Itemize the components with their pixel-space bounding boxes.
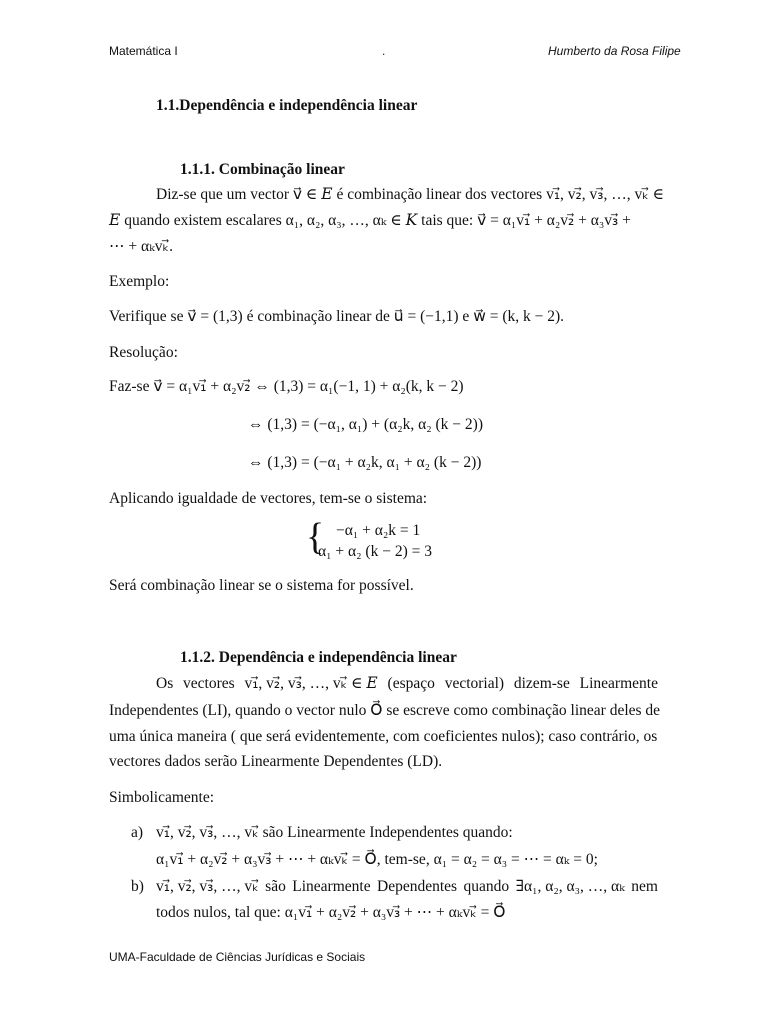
text: é combinação linear dos vectores xyxy=(332,186,547,203)
text: todos nulos, tal que: xyxy=(156,904,285,921)
text: é combinação linear de xyxy=(242,308,394,325)
text: são Linearmente Independentes quando: xyxy=(258,824,513,841)
resolution-step-1 xyxy=(109,378,464,397)
system-brace: { xyxy=(306,516,325,558)
text: vectorial) xyxy=(444,675,505,692)
text: dizem-se xyxy=(513,675,570,692)
text: vectores xyxy=(183,675,235,692)
item-a-line-1 xyxy=(156,824,513,843)
item-a-line-2 xyxy=(156,851,598,870)
item-b-line-2 xyxy=(156,904,505,923)
section-title-1-1: 1.1.Dependência e independência linear xyxy=(156,97,418,114)
text: e xyxy=(458,308,474,325)
math: α₁v₁⃗ + α₂v₂⃗ + α₃v₃⃗ + ⋯ + αₖvₖ⃗ = O⃗ xyxy=(284,904,506,921)
math: α₁ = α₂ = α₃ = ⋯ = αₖ = 0; xyxy=(433,851,598,868)
math: v₁⃗, v₂⃗, v₃⃗, …, vₖ⃗ ∈ 𝐸 xyxy=(244,675,378,692)
text: (espaço xyxy=(387,675,435,692)
system-intro: Aplicando igualdade de vectores, tem-se o sistema: xyxy=(109,490,428,507)
math: α₁v₁⃗ + α₂v₂⃗ + α₃v₃⃗ + ⋯ + αₖvₖ⃗ = O⃗ xyxy=(156,851,377,868)
conclusion: Será combinação linear se o sistema for possível. xyxy=(109,577,414,594)
footer-text: UMA-Faculdade de Ciências Jurídicas e Sociais xyxy=(109,950,366,964)
text: se escreve como combinação linear deles de xyxy=(382,702,661,719)
li-definition-line-1 xyxy=(156,675,658,694)
item-a-label: a) xyxy=(131,824,144,841)
math: v₁⃗, v₂⃗, v₃⃗, …, vₖ⃗ ∈ xyxy=(546,186,665,203)
text: Dependentes xyxy=(377,878,458,895)
text: Faz-se xyxy=(109,378,154,395)
math: 𝐸 xyxy=(109,212,121,229)
resolution-step-2: ⇔ (1,3) = (−α₁, α₁) + (α₂k, α₂ (k − 2)) xyxy=(248,416,483,433)
symbolic-label: Simbolicamente: xyxy=(109,789,215,806)
li-definition-line-3: uma única maneira ( que será evidentemente, com coeficientes nulos); caso contrário, os xyxy=(109,728,658,745)
text: nem xyxy=(631,878,658,895)
text: tais que: xyxy=(417,212,478,229)
system-equation-2: α₁ + α₂ (k − 2) = 3 xyxy=(318,543,432,560)
text: são xyxy=(265,878,286,895)
math: v⃗ = α₁v₁⃗ + α₂v₂⃗ ⇔ (1,3) = α₁(−1, 1) + α₂(k, k − 2) xyxy=(153,378,464,395)
math: v₁⃗, v₂⃗, v₃⃗, …, vₖ⃗ xyxy=(156,824,259,841)
definition-line-1 xyxy=(156,186,664,205)
math: v₁⃗, v₂⃗, v₃⃗, …, vₖ⃗ xyxy=(156,878,259,895)
li-definition-line-4: vectores dados serão Linearmente Dependentes (LD). xyxy=(109,753,443,770)
text: Independentes (LI), quando o vector nulo xyxy=(109,702,371,719)
text: Linearmente xyxy=(579,675,658,692)
definition-line-2 xyxy=(109,212,631,231)
math: v⃗ ∈ 𝐸 xyxy=(292,186,333,203)
text: Verifique se xyxy=(109,308,188,325)
section-title-1-1-1: 1.1.1. Combinação linear xyxy=(180,161,345,178)
text: , tem-se, xyxy=(376,851,434,868)
header-left: Matemática I xyxy=(109,44,178,58)
section-title-1-1-2: 1.1.2. Dependência e independência linear xyxy=(180,649,457,666)
math: ∃α₁, α₂, α₃, …, αₖ xyxy=(515,878,625,895)
item-b-label: b) xyxy=(131,878,144,895)
header-right: Humberto da Rosa Filipe xyxy=(548,44,681,58)
example-label: Exemplo: xyxy=(109,273,170,290)
math: u⃗ = (−1,1) xyxy=(393,308,459,325)
math: O⃗ xyxy=(370,702,383,719)
text: quando xyxy=(463,878,510,895)
text: Os xyxy=(156,675,174,692)
math: w⃗ = (k, k − 2). xyxy=(473,308,565,325)
item-b-line-1 xyxy=(156,878,658,897)
resolution-step-3: ⇔ (1,3) = (−α₁ + α₂k, α₁ + α₂ (k − 2)) xyxy=(248,454,482,471)
system-equation-1: −α₁ + α₂k = 1 xyxy=(336,522,421,539)
definition-line-3: ⋯ + αₖvₖ⃗. xyxy=(109,238,173,255)
math: v⃗ = (1,3) xyxy=(187,308,243,325)
example-statement xyxy=(109,308,564,327)
header-center: . xyxy=(382,44,386,58)
li-definition-line-2 xyxy=(109,702,660,721)
math: v⃗ = α₁v₁⃗ + α₂v₂⃗ + α₃v₃⃗ + xyxy=(477,212,631,229)
text: quando existem escalares xyxy=(120,212,286,229)
math: α₁, α₂, α₃, …, αₖ ∈ 𝐾 xyxy=(285,212,418,229)
text: Diz-se que um vector xyxy=(156,186,293,203)
resolution-label: Resolução: xyxy=(109,344,178,361)
text: Linearmente xyxy=(292,878,371,895)
